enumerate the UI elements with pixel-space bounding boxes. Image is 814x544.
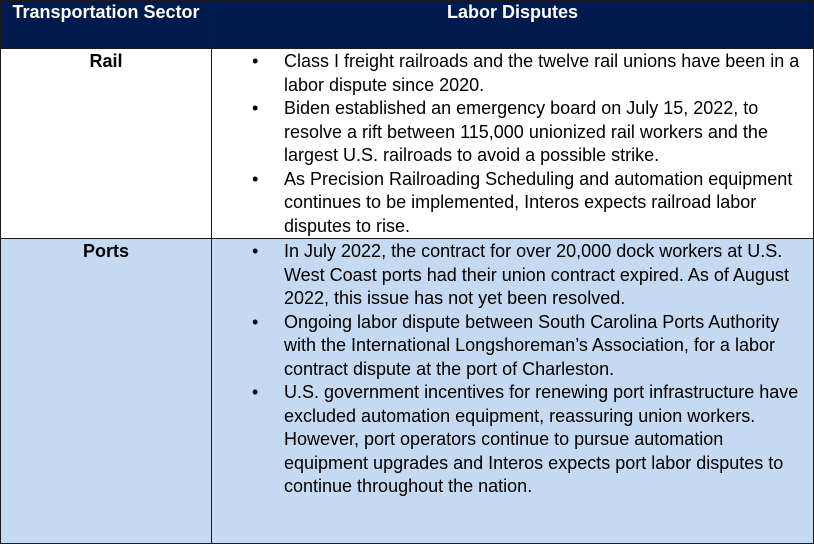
rail-disputes-list (212, 50, 813, 238)
list-item: • Biden established an emergency board on July 15, 2022, to resolve a rift between 115,000 unionized rail workers and the largest U.S. railroads to avoid a possible strike. (212, 97, 813, 168)
table-row-rail (1, 49, 814, 239)
sector-cell-rail: Rail (1, 49, 212, 239)
sector-cell-ports: Ports (1, 239, 212, 544)
list-item: • In July 2022, the contract for over 20,000 dock workers at U.S. West Coast ports had their union contract expired. As of August 2022, this issue has not yet been resolved. (212, 240, 813, 311)
list-item: • U.S. government incentives for renewing port infrastructure have excluded automation equipment, reassuring union workers. However, port operators continue to pursue automation equipment upgrades and Interos expects port labor disputes to continue throughout the nation. (212, 381, 813, 499)
disputes-cell-ports (212, 239, 814, 544)
ports-disputes-list (212, 240, 813, 499)
list-item: • As Precision Railroading Scheduling and automation equipment continues to be implemented, Interos expects railroad labor disputes to rise. (212, 168, 813, 239)
header-transportation-sector: Transportation Sector (1, 1, 212, 49)
list-item: • Class I freight railroads and the twelve rail unions have been in a labor dispute since 2020. (212, 50, 813, 97)
header-labor-disputes: Labor Disputes (212, 1, 814, 49)
table-header-row (1, 1, 814, 49)
list-item: • Ongoing labor dispute between South Carolina Ports Authority with the International Longshoreman’s Association, for a labor contract dispute at the port of Charleston. (212, 311, 813, 382)
disputes-cell-rail (212, 49, 814, 239)
table-row-ports (1, 239, 814, 544)
